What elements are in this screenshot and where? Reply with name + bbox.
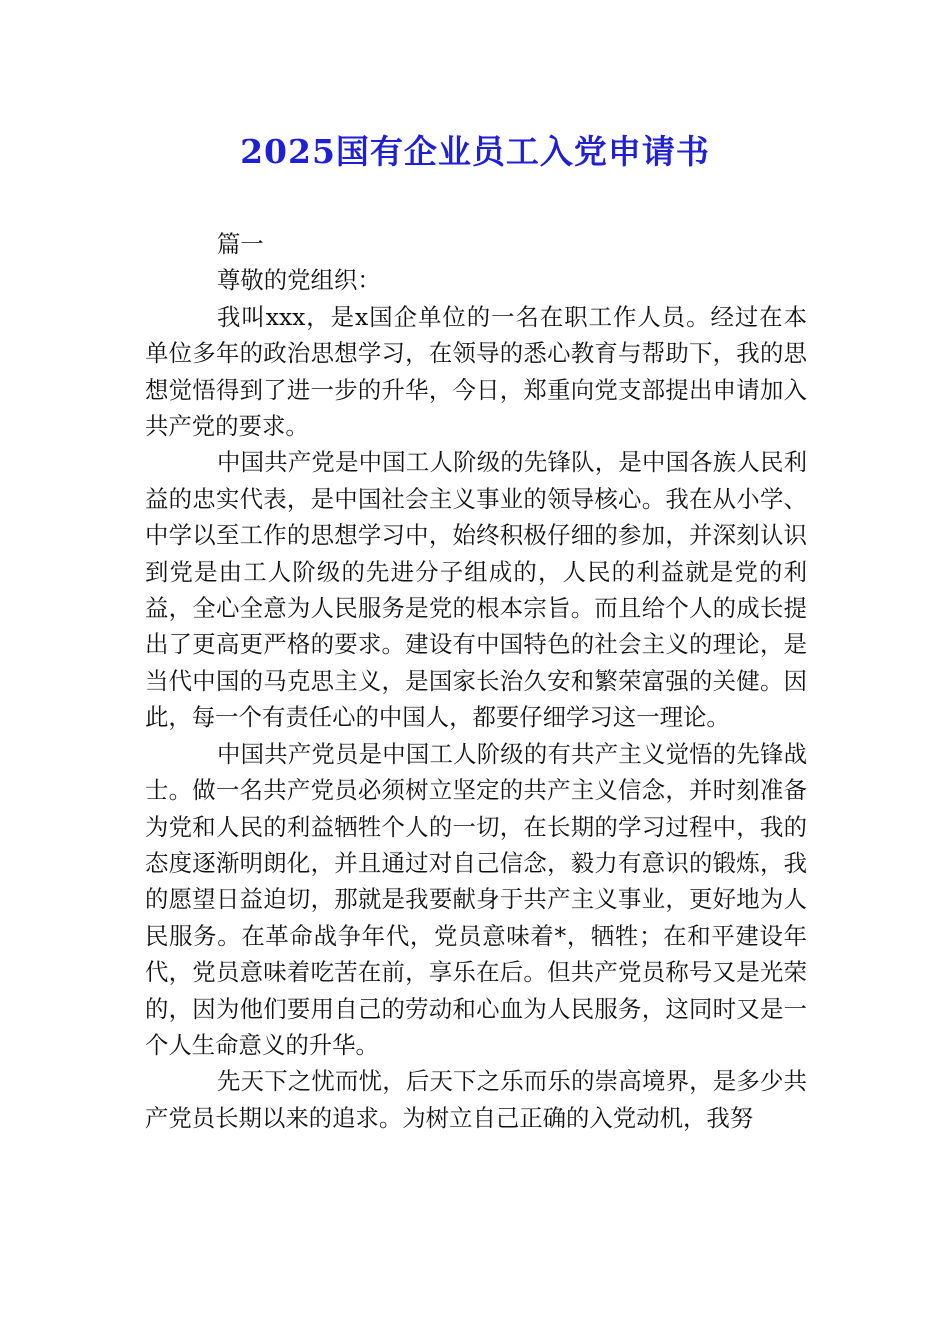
document-body [145,226,807,1136]
paragraph-2: 中国共产党是中国工人阶级的先锋队，是中国各族人民利益的忠实代表，是中国社会主义事业的领导核心。我在从小学、中学以至工作的思想学习中，始终积极仔细的参加，并深刻认识到党是由工人阶级的先进分子组成的，人民的利益就是党的利益，全心全意为人民服务是党的根本宗旨。而且给个人的成长提出了更高更严格的要求。建设有中国特色的社会主义的理论，是当代中国的马克思主义，是国家长治久安和繁荣富强的关健。因此，每一个有责任心的中国人，都要仔细学习这一理论。 [145,448,807,732]
paragraph-3: 中国共产党员是中国工人阶级的有共产主义觉悟的先锋战士。做一名共产党员必须树立坚定的共产主义信念，并时刻准备为党和人民的利益牺牲个人的一切，在长期的学习过程中，我的态度逐渐明朗化，并且通过对自己信念，毅力有意识的锻炼，我的愿望日益迫切，那就是我要献身于共产主义事业，更好地为人民服务。在革命战争年代，党员意味着*，牺牲；在和平建设年代，党员意味着吃苦在前，享乐在后。但共产党员称号又是光荣的，因为他们要用自己的劳动和心血为人民服务，这同时又是一个人生命意义的升华。 [145,739,807,1059]
salutation: 尊敬的党组织： [217,266,381,295]
paragraph-1: 我叫xxx，是x国企单位的一名在职工作人员。经过在本单位多年的政治思想学习，在领导的悉心教育与帮助下，我的思想觉悟得到了进一步的升华，今日，郑重向党支部提出申请加入共产党的要求。 [145,302,807,441]
paragraph-4: 先天下之忧而忧，后天下之乐而乐的崇高境界，是多少共产党员长期以来的追求。为树立自己正确的入党动机，我努 [145,1067,807,1132]
section-label: 篇一 [217,230,264,258]
document-title: 2025国有企业员工入党申请书 [240,132,710,171]
